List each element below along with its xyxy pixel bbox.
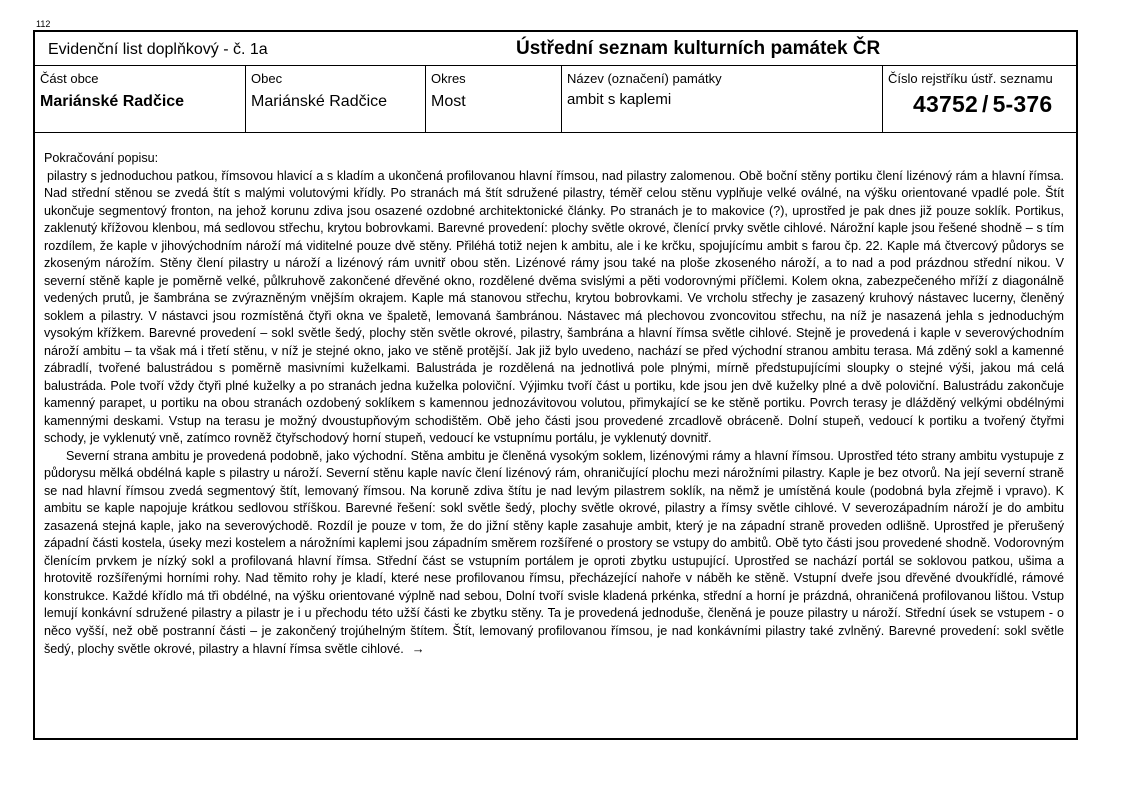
page-number: 112 bbox=[36, 19, 51, 29]
registry-cell bbox=[882, 66, 1076, 132]
description-paragraph-text: Severní strana ambitu je provedená podobně, jako východní. Stěna ambitu je členěná vysokým soklem, lizénovými rámy a hlavní římsou. Uprostřed této strany ambitu vystupuje z půdorysu mělká obdélná kaple s pilastry u nároží. Severní stěnu kaple navíc člení lizénový rám, ohraničující plochu mezi nárožními pilastry. Kaple je bez otvorů. Na její severní straně se nad hlavní římsou zvedá segmentový štít, lemovaný římsou. Na koruně zdiva štítu je nad levým pilastrem soklík, na němž je umístěná koule (podobná byla zřejmě i vpravo). K ambitu se kaple napojuje krátkou sedlovou stříškou. Barevné řešení: sokl světle šedý, plochy světle okrové, pilastry a římsy světle cihlové. V severozápadním nároží je do ambitu zasazená stejná kaple, jako na severovýchodě. Rozdíl je pouze v tom, že do jižní stěny kaple zasahuje ambit, který je na západní straně proveden odlišně. Uprostřed je přerušený západní části kostela, úseky mezi kostelem a nárožními kaplemi jsou západním směrem rozšířené o prostory se vstupy do ambitů. Obě tyto části jsou provedené shodně. Vodorovným členícím prvkem je nízký sokl a profilovaná hlavní římsa. Střední část se vstupním portálem je oproti zbytku ustupující. Uprostřed se nachází portál se soklovou patkou, ušima a hrotovitě rozšířenými horními rohy. Nad těmito rohy je kladí, které nese profilovanou římsu, přecházející nahoře v náběh ke stěně. Vstupní dveře jsou dřevěné dvoukřídlé, rámové konstrukce. Každé křídlo má tři obdélné, na výšku orientované výplně nad sebou, Dolní tvoří svisle kladená prkénka, střední a horní je prázdná, ohraničená profilovanou lištou. Vstup lemují konkávní sdružené pilastry a pilastr je i u přechodu této užší části ke zbytku stěny. Ta je provedená jednoduše, členěná je pouze pilastry u nároží. Střední úsek se vstupem - o něco vyšší, než obě postranní části – je zakončený trojúhelným štítem. Štít, lemovaný profilovanou římsou, je nad konkávními pilastry také zvlněný. Barevné provedení: sokl světle šedý, plochy světle okrové, pilastry a hlavní římsa světle cihlové. bbox=[44, 448, 1064, 656]
description-caption: Pokračování popisu: bbox=[44, 151, 159, 165]
record-sheet bbox=[33, 30, 1078, 740]
registry-label: Číslo rejstříku ústř. seznamu bbox=[888, 71, 1053, 86]
continuation-arrow-icon: → bbox=[411, 641, 425, 656]
description-paragraph: pilastry s jednoduchou patkou, římsovou hlavicí a s kladím a ukončená profilovanou hlavní římsou, nad pilastry zalomenou. Obě boční stěny portiku člení lizénový rám a hlavní římsa. Nad střední stěnou se zvedá štít s malými volutovými křídly. Po stranách má štít sdružené pilastry, téměř celou stěnu vyplňuje velké oválné, na výšku orientované vpadlé pole. Štít ukončuje segmentový fronton, na jehož korunu zdiva jsou osazené ozdobné architektonické články. Po stranách je to makovice (?), uprostřed je pak dnes již pouze soklík. Portikus, zaklenutý křížovou klenbou, má sedlovou střechu, krytou bobrovkami. Barevné provedení: plochy světle okrové, členící prvky světle cihlové. Nárožní kaple jsou řešené shodně – s tím rozdílem, že kaple v jihovýchodním nároží má viditelné pouze dvě stěny. Přiléhá totiž nejen k ambitu, ale i ke krčku, spojujícímu ambit s farou čp. 22. Kaple má čtvercový půdorys se zkoseným nárožím. Stěny člení pilastry u nároží a lizénový rám uvnitř obou stěn. Lizénové rámy jsou také na ploše zkoseného nároží, a to nad a pod prázdnou střední nikou. V severní stěně kaple je poměrně velké, půlkruhově zakončené dřevěné okno, rozdělené dvěma svislými a pěti vodorovnými příčlemi. Kolem okna, zabezpečeného mříží z diagonálně vedených prutů, je šambrána se zvýrazněným vnějším okrajem. Kaple má stanovou střechu, krytou bobrovkami. Ve vrcholu střechy je zasazený kruhový nástavec lucerny, členěný soklem a pilastry. V nástavci jsou rozmístěná čtyři okna ve špaletě, lemovaná šambránou. Nástavec má plechovou zvoncovitou střechu, na níž je nasazená jehla s jednoduchým vysokým křížkem. Barevné provedení – sokl světle šedý, plochy stěn světle okrové, pilastry, šambrána a hlavní římsa světle cihlové. Stejně je provedená i kaple v severovýchodním nároží ambitu – ta však má i třetí stěnu, v níž je stejné okno, jako ve stěně protější. Jak již bylo uvedeno, nachází se před východní stranou ambitu terasa. Má zděný sokl a kamenné zábradlí, tvořené balustrádou s poměrně masivními kuželkami. Balustráda je rozdělená na jednotlivá pole plnými, mírně předstupujícími sloupky o stejné výši, jakou má celá balustráda. Pole tvoří vždy čtyři plné kuželky a po stranách jedna kuželka poloviční. Výjimku tvoří část u portiku, kde jsou jen dvě kuželky plné a dvě poloviční. Balustrádu zakončuje kamenný parapet, u portiku na obou stranách ozdobený soklíkem s kamennou jednozávitovou volutou, přimykající se ke stěně portiku. Povrch terasy je dlážděný velkými obdélnými kamennými deskami. Vstup na terasu je možný dvoustupňovým schodištěm. Obě jeho části jsou provedené zrcadlově obráceně. Dolní stupeň, vedoucí k portiku a tvořený čtyřmi schody, je vyklenutý vně, zatímco rovněž čtyřschodový horní stupeň, vedoucí ke vstupnímu portálu, je vyklenutý dovnitř. bbox=[44, 168, 1064, 445]
municipality-cell bbox=[245, 66, 425, 132]
district-cell bbox=[425, 66, 561, 132]
part-cell bbox=[35, 66, 245, 132]
part-label: Část obce bbox=[40, 71, 99, 86]
registry-number bbox=[913, 91, 1052, 118]
registry-title: Ústřední seznam kulturních památek ČR bbox=[516, 38, 881, 59]
registry-number-suffix: 5-376 bbox=[992, 91, 1053, 117]
monument-cell bbox=[561, 66, 882, 132]
monument-label: Název (označení) památky bbox=[567, 71, 722, 86]
form-title: Evidenční list doplňkový - č. 1a bbox=[48, 41, 268, 58]
district-label: Okres bbox=[431, 71, 466, 86]
sheet-header bbox=[35, 32, 1076, 66]
registry-number-main: 43752 bbox=[913, 91, 978, 117]
municipality-value: Mariánské Radčice bbox=[251, 93, 388, 110]
info-row bbox=[35, 66, 1076, 133]
description-body bbox=[44, 150, 1064, 659]
monument-value: ambit s kaplemi bbox=[567, 91, 672, 108]
part-value: Mariánské Radčice bbox=[40, 93, 185, 110]
description-paragraph bbox=[44, 448, 1064, 659]
district-value: Most bbox=[431, 93, 466, 110]
municipality-label: Obec bbox=[251, 71, 283, 86]
registry-separator: / bbox=[981, 91, 989, 117]
